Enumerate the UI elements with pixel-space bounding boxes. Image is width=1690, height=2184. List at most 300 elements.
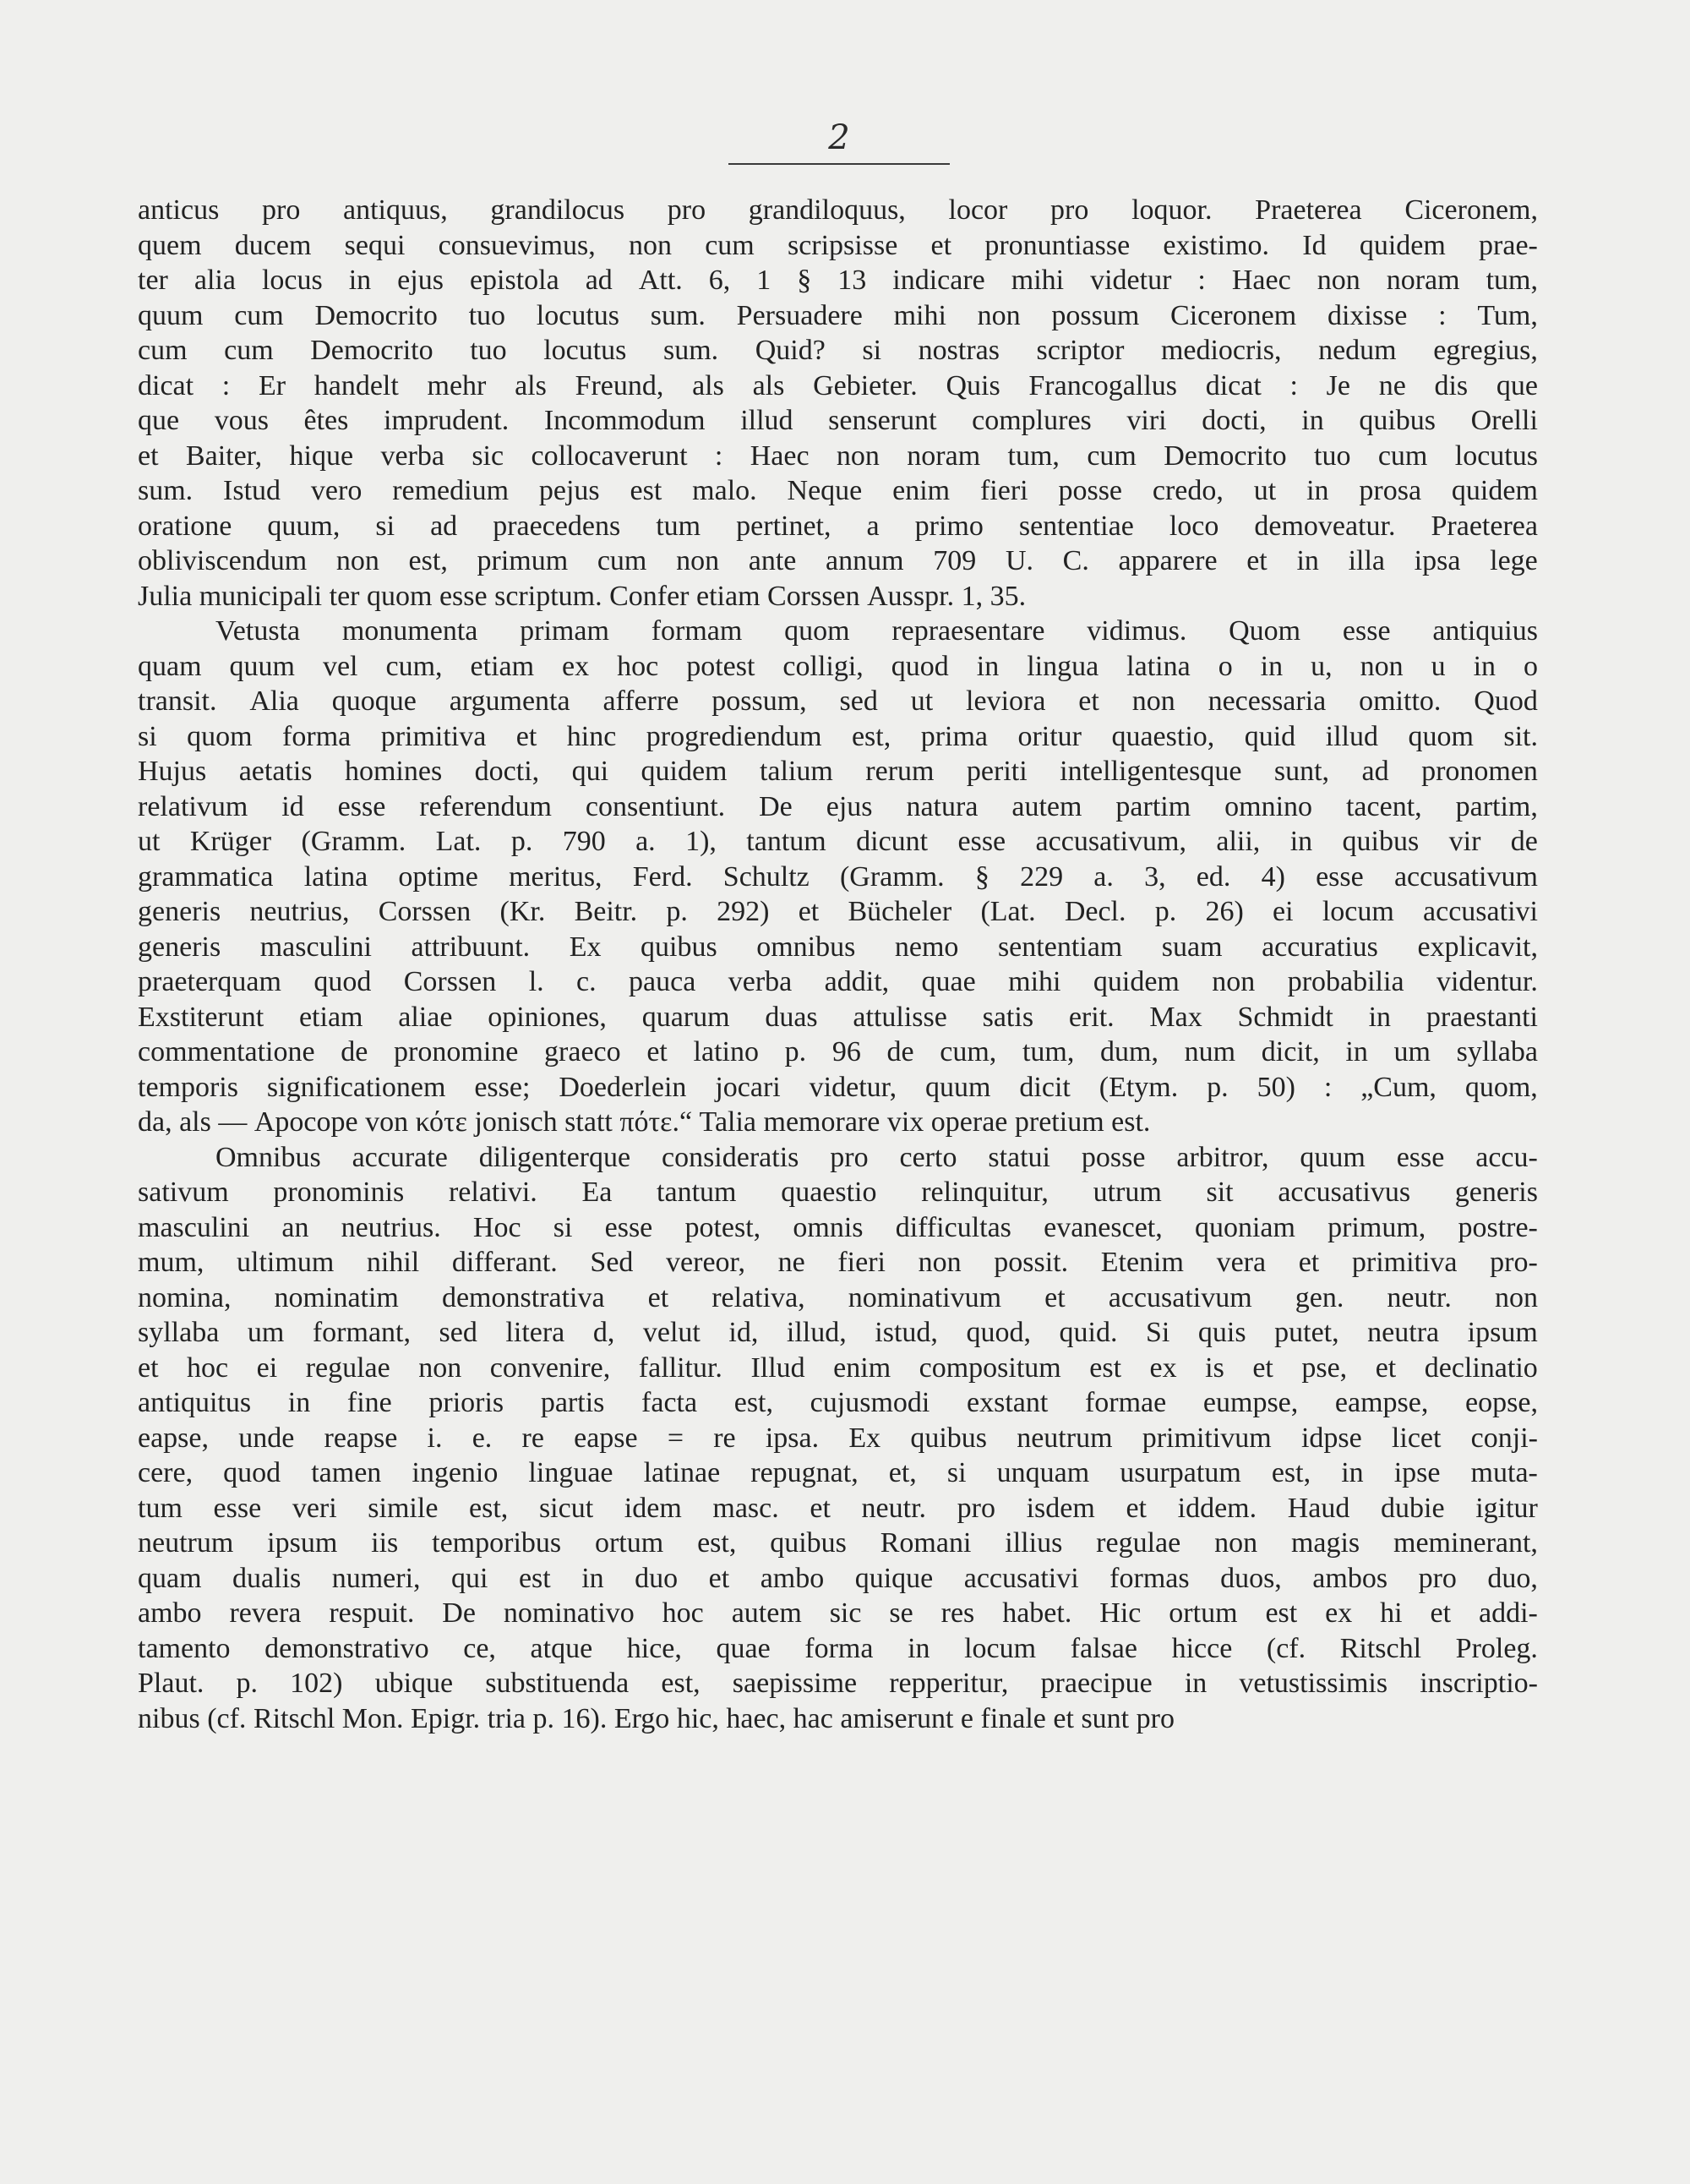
- word: :: [714, 440, 723, 472]
- word: usurpatum: [1120, 1457, 1241, 1488]
- word: optime: [398, 860, 478, 893]
- word: est,: [697, 1527, 737, 1559]
- text-line: [138, 1245, 1538, 1280]
- word: 3,: [1144, 860, 1166, 893]
- word: num: [1184, 1036, 1236, 1067]
- word: tuo: [470, 335, 507, 366]
- word: ingenio: [412, 1457, 499, 1488]
- text-line: [138, 333, 1538, 369]
- word: :: [1289, 369, 1298, 401]
- word: Doederlein: [559, 1071, 687, 1103]
- word: est,: [851, 720, 891, 752]
- word: pro: [957, 1492, 995, 1524]
- word: prae-: [1479, 229, 1538, 261]
- word: Lat.: [435, 826, 482, 857]
- word: pro-: [1490, 1247, 1538, 1278]
- word: quidem: [1451, 475, 1538, 506]
- word: o: [1524, 650, 1538, 682]
- word: jocari: [715, 1071, 781, 1103]
- word: als: [515, 369, 547, 401]
- word: videntur.: [1436, 966, 1538, 997]
- word: ipsa.: [765, 1422, 820, 1454]
- word: formam: [651, 615, 743, 647]
- word: epistola: [469, 265, 559, 296]
- word: temporibus: [432, 1527, 562, 1559]
- word: in: [908, 1632, 930, 1664]
- word: autem: [731, 1597, 802, 1629]
- word: graeco: [544, 1036, 621, 1067]
- word: mum,: [138, 1247, 204, 1278]
- word: quae: [716, 1632, 771, 1664]
- word: p.: [1207, 1071, 1229, 1103]
- text-line: [138, 754, 1538, 789]
- word: neutrius,: [249, 896, 350, 927]
- word: accusativi: [1423, 896, 1538, 927]
- word: haec,: [726, 1702, 793, 1734]
- word: possum,: [711, 685, 807, 717]
- word: et: [138, 440, 159, 472]
- word: accusativi: [963, 1562, 1079, 1594]
- word: municipali: [199, 580, 330, 612]
- word: argumenta: [449, 685, 570, 717]
- word: Persuadere: [736, 299, 863, 331]
- word: —: [218, 1106, 254, 1138]
- word: simile: [368, 1492, 439, 1524]
- word: etiam: [298, 1001, 363, 1033]
- word: si: [553, 1211, 573, 1243]
- word: prosa: [1359, 475, 1422, 506]
- word: quid.: [1059, 1317, 1118, 1348]
- word: 6,: [708, 265, 731, 296]
- word: quae: [921, 966, 976, 997]
- text-line: [138, 1351, 1538, 1386]
- word: enim: [833, 1351, 891, 1384]
- word: formant,: [312, 1317, 411, 1348]
- word: est: [518, 1562, 551, 1594]
- word: si: [862, 335, 882, 366]
- word: de: [1510, 826, 1538, 857]
- word: 102): [290, 1668, 343, 1699]
- word: regulae: [1096, 1527, 1181, 1559]
- word: :: [1438, 299, 1447, 331]
- word: ad: [1361, 756, 1389, 787]
- word: fieri: [979, 475, 1028, 506]
- word: 790: [562, 826, 606, 857]
- word: primum,: [1327, 1211, 1426, 1243]
- word: ubique: [374, 1668, 454, 1699]
- word: cum: [234, 299, 284, 331]
- word: dicat: [1205, 369, 1262, 401]
- word: est: [630, 475, 662, 506]
- word: rerum: [865, 756, 935, 787]
- word: (Lat.: [980, 896, 1036, 927]
- word: ne: [777, 1247, 805, 1278]
- word: Er: [258, 369, 286, 401]
- word: 26): [1205, 896, 1244, 927]
- word: memorare: [763, 1106, 887, 1138]
- word: latinae: [643, 1457, 721, 1488]
- word: ei: [1273, 896, 1294, 927]
- word: 35.: [989, 580, 1027, 612]
- word: tum,: [1022, 1036, 1075, 1067]
- word: (cf.: [1266, 1632, 1306, 1664]
- word: atque: [530, 1632, 593, 1664]
- word: hic,: [676, 1702, 727, 1734]
- word: Beitr.: [574, 896, 638, 927]
- word: (cf.: [207, 1702, 254, 1734]
- word: mihi: [1011, 265, 1065, 296]
- word: grammatica: [138, 860, 274, 893]
- word: noram: [1386, 265, 1460, 296]
- word: Ritschl: [1339, 1632, 1422, 1664]
- word: esse: [1396, 1141, 1445, 1173]
- word: praestanti: [1426, 1001, 1538, 1033]
- word: ducem: [234, 229, 312, 261]
- word: ei: [256, 1351, 278, 1384]
- word: partim: [1115, 790, 1191, 822]
- word: sed: [439, 1317, 477, 1348]
- word: primitivum: [1142, 1422, 1272, 1454]
- word: duas: [765, 1001, 818, 1033]
- word: dicunt: [856, 826, 929, 857]
- text-line: [138, 1491, 1538, 1526]
- word: ipsum: [267, 1527, 338, 1559]
- word: ante: [748, 545, 797, 576]
- word: quod: [223, 1457, 281, 1488]
- word: Ferd.: [632, 860, 693, 893]
- header-rule: [728, 163, 950, 165]
- word: „Cum,: [1360, 1071, 1436, 1103]
- word: esse: [957, 826, 1006, 857]
- word: antiquitus: [138, 1387, 252, 1418]
- word: Ciceronem: [1170, 299, 1297, 331]
- word: est: [1265, 1597, 1298, 1629]
- text-line: [138, 298, 1538, 334]
- text-line: [138, 860, 1538, 895]
- word: esse: [604, 1211, 653, 1243]
- word: falsae: [1070, 1632, 1137, 1664]
- page-number: 2: [828, 118, 850, 157]
- word: Incommodum: [543, 405, 706, 436]
- word: hoc: [617, 650, 659, 682]
- word: intelligentesque: [1060, 756, 1242, 787]
- text-line: [138, 614, 1538, 649]
- word: ambos: [1312, 1562, 1388, 1594]
- word: mediocris,: [1160, 335, 1282, 366]
- word: mihi: [1008, 966, 1061, 997]
- word: imprudent.: [383, 405, 510, 436]
- word: Etenim: [1100, 1247, 1184, 1278]
- word: statt: [564, 1106, 620, 1138]
- text-line: [138, 1701, 1538, 1737]
- word: revera: [229, 1597, 302, 1629]
- word: dubie: [1381, 1492, 1445, 1524]
- word: quom: [784, 615, 850, 647]
- word: nedum: [1318, 335, 1397, 366]
- word: p.: [236, 1668, 259, 1699]
- word: et: [930, 229, 952, 261]
- word: Neque: [787, 475, 863, 506]
- word: masculini: [138, 1211, 250, 1243]
- word: sequi: [344, 229, 406, 261]
- word: existimo.: [1163, 229, 1270, 261]
- word: accusativum: [1108, 1281, 1252, 1313]
- text-line: [138, 1666, 1538, 1701]
- word: quidem: [641, 756, 728, 787]
- word: sum.: [650, 299, 706, 331]
- word: syllaba: [138, 1317, 220, 1348]
- word: potest,: [684, 1211, 761, 1243]
- word: iis: [371, 1527, 399, 1559]
- text-line: [138, 228, 1538, 264]
- word: relativum: [138, 790, 248, 822]
- word: o: [1218, 650, 1233, 682]
- word: homines: [344, 756, 443, 787]
- word: 1),: [685, 826, 717, 857]
- word: 292): [717, 896, 770, 927]
- word: malo.: [692, 475, 757, 506]
- word: u: [1431, 650, 1446, 682]
- word: egregius,: [1433, 335, 1538, 366]
- text-line: [138, 193, 1538, 228]
- word: primitiva: [1351, 1247, 1458, 1278]
- word: commentatione: [138, 1036, 315, 1067]
- word: postre-: [1458, 1211, 1538, 1243]
- word: §: [797, 265, 812, 296]
- word: non: [1360, 650, 1404, 682]
- word: praeterquam: [138, 966, 281, 997]
- text-line: [138, 579, 1538, 614]
- text-line: [138, 930, 1538, 965]
- word: 16).: [561, 1702, 614, 1734]
- word: possit.: [994, 1247, 1069, 1278]
- word: Alia: [249, 685, 299, 717]
- word: e.: [472, 1422, 493, 1454]
- word: quique: [854, 1562, 934, 1594]
- word: remedium: [392, 475, 510, 506]
- word: cum: [597, 545, 647, 576]
- word: quibus: [910, 1422, 988, 1454]
- word: Illud: [750, 1351, 805, 1384]
- word: p.: [532, 1702, 562, 1734]
- word: cujusmodi: [810, 1387, 930, 1418]
- word: habet.: [1002, 1597, 1072, 1629]
- word: etiam: [470, 650, 535, 682]
- word: ter: [329, 580, 367, 612]
- word: pronominis: [273, 1177, 405, 1208]
- text-line: [138, 509, 1538, 544]
- text-line: [138, 1596, 1538, 1631]
- word: et: [1430, 1597, 1452, 1629]
- word: quum: [925, 1071, 991, 1103]
- word: hicce: [1171, 1632, 1233, 1664]
- word: compositum: [919, 1351, 1061, 1384]
- word: omnibus: [756, 931, 856, 963]
- word: finale: [980, 1702, 1054, 1734]
- word: ed.: [1196, 860, 1231, 893]
- word: Quid?: [755, 335, 826, 366]
- word: neutra: [1367, 1317, 1440, 1348]
- word: Si: [1146, 1317, 1170, 1348]
- word: forma: [804, 1632, 874, 1664]
- word: differant.: [451, 1247, 558, 1278]
- word: masc.: [712, 1492, 779, 1524]
- word: Ex: [569, 931, 602, 963]
- word: ad: [430, 510, 458, 542]
- word: Gebieter.: [813, 369, 918, 401]
- word: Je: [1326, 369, 1350, 401]
- word: dum,: [1100, 1036, 1158, 1067]
- word: relativa,: [711, 1281, 805, 1313]
- word: Democrito: [314, 299, 438, 331]
- word: reapse: [324, 1422, 398, 1454]
- word: pse,: [1301, 1351, 1348, 1384]
- word: als: [752, 369, 785, 401]
- word: Julia: [138, 580, 199, 612]
- word: et: [1252, 1351, 1273, 1384]
- word: pro: [262, 194, 301, 226]
- word: declinatio: [1424, 1351, 1538, 1384]
- word: quam: [138, 650, 202, 682]
- word: unde: [238, 1422, 295, 1454]
- word: in: [581, 1562, 604, 1594]
- word: ipsa: [1414, 545, 1461, 576]
- word: l.: [528, 966, 544, 997]
- word: als: [179, 1106, 219, 1138]
- word: Democrito: [310, 335, 433, 366]
- word: si: [138, 720, 157, 752]
- word: pretium: [1014, 1106, 1112, 1138]
- word: neutrum: [1017, 1422, 1113, 1454]
- word: quam: [138, 1562, 202, 1594]
- word: videtur,: [809, 1071, 897, 1103]
- word: Baiter,: [185, 440, 263, 472]
- word: progrediendum: [646, 720, 822, 752]
- word: locutus: [543, 335, 627, 366]
- word: Schultz: [722, 860, 810, 893]
- word: demonstrativa: [441, 1281, 605, 1313]
- word: vir: [1448, 826, 1481, 857]
- word: eopse,: [1465, 1387, 1538, 1418]
- word: :: [1197, 265, 1206, 296]
- word: tamento: [138, 1632, 231, 1664]
- word: veri: [292, 1492, 337, 1524]
- word: primitiva: [380, 720, 487, 752]
- word: dicat: [138, 369, 194, 401]
- word: possum: [1051, 299, 1140, 331]
- word: um: [247, 1317, 285, 1348]
- word: velut: [642, 1317, 701, 1348]
- word: U.: [1005, 545, 1033, 576]
- word: verba: [728, 966, 793, 997]
- word: nominativum: [848, 1281, 1002, 1313]
- word: Istud: [223, 475, 281, 506]
- text-line: [138, 1455, 1538, 1491]
- word: neutrum: [138, 1527, 234, 1559]
- word: et: [1044, 1281, 1066, 1313]
- word: ut: [138, 826, 161, 857]
- word: quid: [1244, 720, 1296, 752]
- word: et,: [888, 1457, 917, 1488]
- word: litera: [505, 1317, 565, 1348]
- word: iddem.: [1177, 1492, 1257, 1524]
- word: Freund,: [575, 369, 664, 401]
- word: quod,: [966, 1317, 1031, 1348]
- word: e: [960, 1702, 981, 1734]
- word: istud,: [875, 1317, 938, 1348]
- word: est,: [733, 1387, 774, 1418]
- word: transit.: [138, 685, 217, 717]
- word: (Kr.: [499, 896, 546, 927]
- word: explicavit,: [1417, 931, 1538, 963]
- word: in: [1184, 1668, 1208, 1699]
- word: =: [667, 1422, 684, 1454]
- word: loco: [1169, 510, 1219, 542]
- word: sum.: [138, 475, 194, 506]
- word: si: [375, 510, 395, 542]
- word: Ciceronem,: [1404, 194, 1538, 226]
- word: primum: [477, 545, 569, 576]
- word: ut: [910, 685, 934, 717]
- word: tuo: [1314, 440, 1351, 472]
- word: repugnat,: [750, 1457, 859, 1488]
- word: Francogallus: [1028, 369, 1178, 401]
- word: pronomen: [1421, 756, 1538, 787]
- word: tacent,: [1345, 790, 1422, 822]
- word: duo,: [1487, 1562, 1538, 1594]
- word: ce,: [463, 1632, 496, 1664]
- word: consuevimus,: [438, 229, 596, 261]
- word: esse: [337, 790, 386, 822]
- word: ne: [1378, 369, 1406, 401]
- word: Praeterea: [1431, 510, 1538, 542]
- word: videtur: [1090, 265, 1172, 296]
- text-line: [138, 684, 1538, 719]
- word: als: [692, 369, 724, 401]
- word: scriptor: [1036, 335, 1125, 366]
- word: quaestio,: [1111, 720, 1215, 752]
- word: mehr: [427, 369, 487, 401]
- word: non: [1131, 685, 1175, 717]
- word: repperitur,: [889, 1668, 1009, 1699]
- word: cum,: [940, 1036, 997, 1067]
- word: pronuntiasse: [984, 229, 1131, 261]
- word: in: [1368, 1001, 1392, 1033]
- text-line: [138, 1385, 1538, 1421]
- word: noram: [907, 440, 981, 472]
- text-line: [138, 473, 1538, 509]
- text-line: [138, 1526, 1538, 1561]
- word: significationem: [266, 1071, 446, 1103]
- word: §: [974, 860, 989, 893]
- word: 1: [756, 265, 771, 296]
- word: formas: [1109, 1562, 1190, 1594]
- word: isdem: [1026, 1492, 1095, 1524]
- word: latino: [693, 1036, 759, 1067]
- word: 229: [1020, 860, 1064, 893]
- word: :: [221, 369, 231, 401]
- word: oritur: [1017, 720, 1082, 752]
- word: sic: [829, 1597, 862, 1629]
- word: in: [1345, 1036, 1368, 1067]
- word: antiquus,: [343, 194, 448, 226]
- word: quibus: [641, 931, 717, 963]
- word: partim,: [1455, 790, 1538, 822]
- word: qui: [571, 756, 609, 787]
- word: De: [759, 790, 793, 822]
- text-line: [138, 1105, 1538, 1140]
- word: quum,: [267, 510, 341, 542]
